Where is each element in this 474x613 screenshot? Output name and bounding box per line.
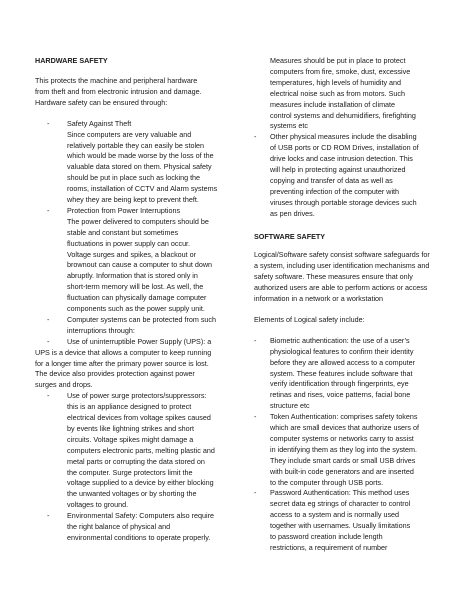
paragraph-line: UPS is a device that allows a computer to keep running (35, 347, 212, 357)
list-item-line: Voltage surges and spikes, a blackout or (67, 249, 197, 259)
list-item-line: short-term memory will be lost. As well, the (67, 282, 204, 292)
list-item-line: They include smart cards or small USB drives (270, 455, 416, 465)
bullet-dash: - (47, 511, 50, 521)
list-item-line: voltages to ground. (67, 500, 129, 510)
list-item-line: as pen drives. (270, 208, 315, 218)
list-item-line: environmental conditions to operate properly. (67, 532, 211, 542)
paragraph-line: from theft and from electronic intrusion and damage. (35, 86, 202, 96)
list-item-line: The power delivered to computers should be (67, 216, 209, 226)
list-item-line: Since computers are very valuable and (67, 129, 192, 139)
paragraph-line: information in a network or a workstation (254, 294, 384, 303)
list-item-line: Computer systems can be protected from such (67, 314, 217, 324)
paragraph-line: surges and drops. (35, 380, 93, 390)
list-item-line: to the computer through USB ports. (270, 477, 384, 487)
list-item-line: measures include installation of climate (270, 99, 396, 109)
list-item-line: physiological features to confirm their identity (270, 346, 414, 356)
list-item-line: which would be made worse by the loss of the (67, 151, 214, 161)
bullet-dash: - (47, 391, 50, 401)
list-item-line: this is an appliance designed to protect (67, 402, 192, 412)
list-item-line: with built-in code generators and are inserted (270, 466, 414, 476)
list-item-line: verify identification through fingerprints, eye (270, 379, 409, 389)
list-item-line: Use of power surge protectors/suppressors: (67, 391, 207, 401)
list-item-line: components such as the power supply unit. (67, 304, 205, 313)
list-item-line: before they are allowed access to a computer (270, 357, 416, 367)
list-item-line: brownout can cause a computer to shut down (67, 260, 213, 270)
paragraph-line: Logical/Software safety consist software safeguards for (254, 250, 430, 260)
list-item-line: computers from fire, smoke, dust, excessive (270, 66, 411, 76)
list-item-line: computers electronic parts, melting plastic and (67, 445, 215, 455)
list-item-line: computer systems or networks carry to assist (270, 433, 414, 443)
list-item-line: of USB ports or CD ROM Drives, installation of (270, 143, 419, 153)
list-item-line: fluctuation can physically damage computer (67, 293, 207, 303)
list-item-line: electrical devices from voltage spikes caused (67, 413, 211, 422)
list-item-line: to password creation include length (270, 532, 383, 541)
list-item-line: Use of uninterruptible Power Supply (UPS): a (67, 336, 212, 346)
paragraph-line: Hardware safety can be ensured through: (35, 97, 168, 107)
section-heading-software: SOFTWARE SAFETY (254, 231, 326, 241)
list-item-line: secret data eg strings of character to control (270, 499, 411, 509)
bullet-dash: - (47, 336, 50, 346)
list-item-line: voltage supplied to a device by either blocking (67, 478, 214, 488)
paragraph-line: safety software. These measures ensure that only (254, 272, 413, 282)
list-item-title: Safety Against Theft (67, 118, 132, 128)
list-item-line: system. These features include software that (270, 368, 413, 378)
bullet-dash: - (254, 412, 257, 422)
list-item-line: retinas and rises, voice patterns, facial bone (270, 390, 411, 400)
list-item-line: which are small devices that authorize users of (270, 423, 420, 432)
list-item-line: by events like lightning strikes and short (67, 423, 195, 433)
list-item-line: Password Authentication: This method uses (270, 488, 410, 498)
list-item-line: the computer. Surge protectors limit the (67, 467, 193, 477)
list-item-line: access to a system and is normally used (270, 510, 400, 520)
list-item-line: viruses through portable storage devices such (270, 197, 417, 207)
list-item-line: the right balance of physical and (67, 522, 171, 531)
bullet-dash: - (47, 118, 50, 128)
paragraph-line: This protects the machine and peripheral hardware (35, 76, 198, 85)
list-item-line: fluctuations in power supply can occur. (67, 238, 191, 248)
list-item-line: in identifying them as they log into the system. (270, 444, 418, 454)
list-item-line: Other physical measures include the disabling (270, 132, 417, 142)
paragraph-line: authorized users are able to perform actions or access (254, 283, 428, 293)
list-item-line: interruptions through: (67, 325, 135, 335)
list-item-line: structure etc (270, 401, 310, 411)
list-item-line: metal parts or corrupting the data stored on (67, 456, 205, 466)
list-item-line: control systems and dehumidifiers, firefighting (270, 110, 416, 120)
list-item-line: drive locks and case intrusion detection. This (270, 154, 413, 164)
bullet-dash: - (47, 205, 50, 215)
list-item-line: abruptly. Information that is stored only in (67, 271, 198, 281)
bullet-dash: - (254, 132, 257, 142)
list-item-line: relatively portable they can easily be stolen (67, 140, 205, 150)
bullet-dash: - (254, 488, 257, 498)
list-item-line: Token Authentication: comprises safety tokens (270, 412, 418, 422)
bullet-dash: - (254, 335, 257, 345)
list-item-line: electrical noise such as from motors. Such (270, 88, 406, 98)
list-item-line: preventing infection of the computer with (270, 186, 400, 196)
paragraph-line: Elements of Logical safety include: (254, 314, 365, 324)
list-item-line: rooms, installation of CCTV and Alarm systems (67, 184, 218, 194)
list-item-line: temperatures, high levels of humidity and (270, 77, 402, 87)
list-item-line: valuable data stored on them. Physical safety (67, 162, 212, 172)
paragraph-line: The device also provides protection against power (35, 369, 195, 379)
paragraph-line: for a longer time after the primary power source is lost. (35, 358, 209, 368)
list-item-line: will help in protecting against unauthorized (270, 165, 406, 174)
bullet-dash: - (47, 314, 50, 324)
list-item-line: should be put in place such as locking the (67, 173, 201, 183)
list-item-line: Measures should be put in place to protect (270, 56, 406, 65)
list-item-line: stable and constant but sometimes (67, 227, 179, 237)
paragraph-line: a system, including user identification mechanisms and (254, 261, 430, 271)
list-item-line: restrictions, a requirement of number (270, 542, 388, 552)
list-item-line: Environmental Safety: Computers also require (67, 511, 215, 521)
list-item-line: the unwanted voltages or by shorting the (67, 489, 197, 499)
list-item-line: systems etc (270, 121, 308, 131)
list-item-line: Biometric authentication: the use of a user’s (270, 335, 410, 345)
list-item-line: whey they are being kept to prevent theft. (67, 195, 199, 204)
list-item-line: together with usernames. Usually limitations (270, 521, 411, 531)
list-item-title: Protection from Power Interruptions (67, 205, 181, 215)
list-item-line: circuits. Voltage spikes might damage a (67, 434, 194, 444)
list-item-line: copying and transfer of data as well as (270, 175, 393, 185)
section-heading-hardware: HARDWARE SAFETY (35, 56, 108, 65)
